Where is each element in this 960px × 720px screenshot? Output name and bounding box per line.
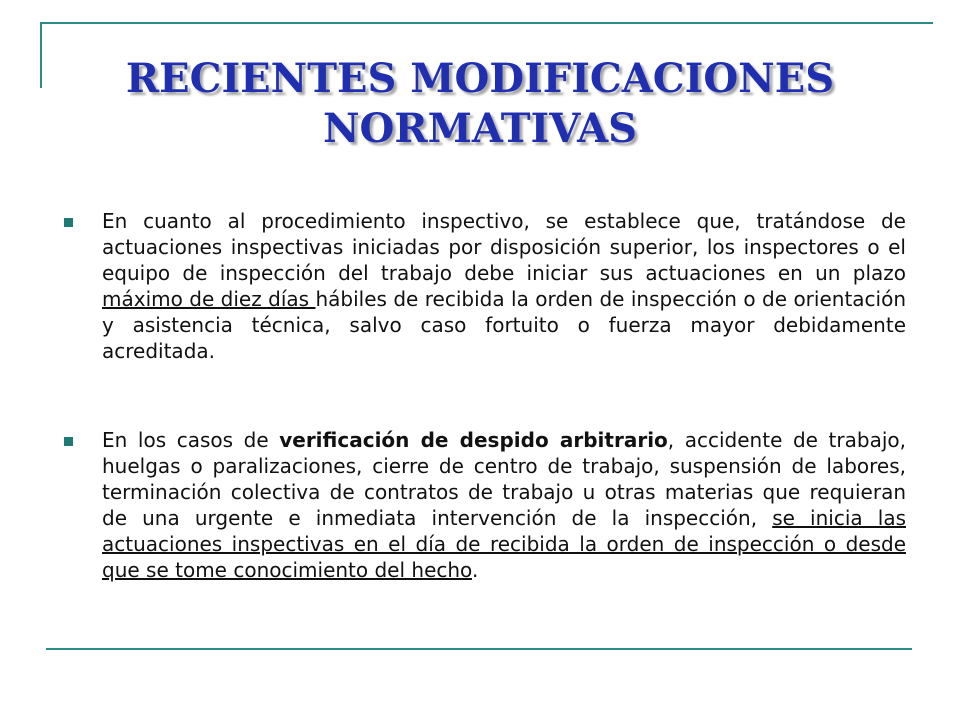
bullet-text bbox=[102, 208, 906, 364]
underlined-phrase: se inicia las actuaciones inspectivas en el día de recibida la orden de inspección o desde que se tome conocimiento del hecho bbox=[102, 506, 906, 582]
title-line-2: NORMATIVAS bbox=[322, 105, 638, 152]
bullet-text-part: , accidente de trabajo, huelgas o paralizaciones, cierre de centro de trabajo, suspensión de labores, terminación colectiva de contratos de trabajo u otras materias que requieran de una urgente e inmediata intervención de la inspección, bbox=[102, 428, 906, 530]
bullet-text-part: . bbox=[471, 558, 479, 582]
square-bullet-icon bbox=[64, 218, 73, 227]
bullet-text-part: En cuanto al procedimiento inspectivo, se establece que, tratándose de actuaciones inspectivas iniciadas por disposición superior, los inspectores o el equipo de inspección del trabajo debe iniciar sus actuaciones en un plazo bbox=[102, 209, 906, 285]
bottom-rule bbox=[46, 648, 912, 650]
bullet-item-despido bbox=[64, 427, 906, 583]
bullet-text-part: hábiles de recibida la orden de inspección o de orientación y asistencia técnica, salvo caso fortuito o fuerza mayor debidamente acreditada. bbox=[102, 287, 907, 363]
bullet-text bbox=[102, 427, 906, 583]
bullet-text-part: En los casos de bbox=[102, 428, 280, 452]
underlined-phrase: máximo de diez días bbox=[102, 287, 316, 311]
bullet-item-procedimiento bbox=[64, 208, 906, 364]
title-line-1: RECIENTES MODIFICACIONES bbox=[125, 55, 835, 102]
square-bullet-icon bbox=[64, 437, 73, 446]
top-rule-horizontal bbox=[40, 22, 933, 24]
bold-phrase: verificación de despido arbitrario bbox=[279, 428, 668, 452]
slide-title bbox=[40, 54, 920, 154]
